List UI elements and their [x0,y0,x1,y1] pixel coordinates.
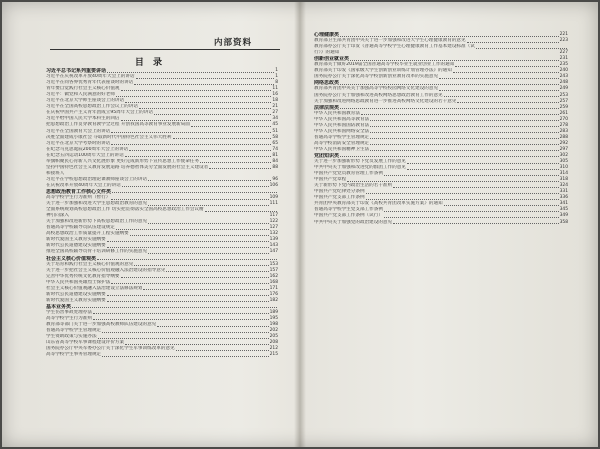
toc-leader-dots [107,72,274,73]
toc-entry-title: 习近平在全国教育大会上的讲话 [46,128,111,134]
toc-entry-title: 社会主义核心价值观融入法治建设立法修法规划 [46,285,143,291]
toc-entry-title: 中共中央关于加强党的政治建设的意见 [314,219,393,225]
toc-entry-title: 新时代爱国主义教育实施纲要 [46,237,106,243]
toc-leader-dots [176,350,269,351]
toc-page-number: 202 [269,328,278,334]
toc-entry-title: 关于进一步加强新形势下党员发展工作的意见 [314,159,406,165]
toc-page-number: 51 [272,128,278,134]
toc-page-number: 106 [269,182,278,188]
toc-leader-dots [384,175,559,176]
book-spread [2,2,598,447]
toc-leader-dots [107,295,269,296]
toc-page-number: 147 [269,249,278,255]
toc-page-number: 270 [559,116,568,122]
toc-page-number: 324 [559,183,568,189]
toc-leader-dots [93,313,269,314]
toc-leader-dots [72,307,277,308]
toc-page-number: 227 [559,50,568,56]
toc-leader-dots [347,181,558,182]
toc-page-number: 358 [559,219,568,225]
toc-title: 目 录 [134,58,166,68]
toc-page-number: 305 [559,159,568,165]
toc-entry-title: 创新创业就业类 [314,56,350,63]
toc-leader-dots [157,326,268,327]
toc-entry-title: 中共中央关于加强和改进党的群团工作的意见 [314,165,406,171]
toc-entry-title: 高等学校学生行为准则（暂行） [46,195,111,201]
toc-leader-dots [125,156,272,157]
toc-leader-dots [361,114,559,115]
toc-entry-title: 关于加强和改进网络思政教育进一步推进高校网络文化建设的若干意见 [314,98,457,104]
toc-entry-title: 在庆祝中国共产主义青年团成立95周年大会上的讲话 [46,110,153,116]
toc-entry-title: 思想政治教育工作核心文件类 [46,188,112,195]
toc-entry-title: 新时代公民道德建设实施纲要 [46,243,106,249]
toc-leader-dots [370,120,558,121]
toc-entry-title: 教育部等部门关于进一步加强高校教师队伍建设的意见 [46,322,157,328]
toc-leader-dots [130,235,269,236]
toc-entry-title: 中国共产党纪律处分条例 [314,189,365,195]
toc-page-number: 162 [269,273,278,279]
toc-leader-dots [116,229,269,230]
toc-page-number: 132 [269,231,278,237]
right-page [302,2,598,447]
toc-entry-title: 中华人民共和国教育法 [314,110,360,116]
toc-leader-dots [205,211,277,212]
toc-entry-title: 关于新形势下党内政治生活的若干准则 [314,183,393,189]
toc-entry-title: 国务院办公厅关于深化高等学校创新创业教育改革的实施意见 [314,74,439,80]
toc-entry-title: 举旗帜聚民心育新人兴文化展形象 更好完成新形势下宣传思想工作使命任务 [46,158,200,164]
toc-list-left [46,68,278,358]
toc-leader-dots [393,223,559,224]
toc-leader-dots [102,332,268,333]
toc-page-number: 336 [559,195,568,201]
toc-entry-title: 中国共产党支部工作条例 [314,195,365,201]
toc-page-number: 1 [275,68,278,74]
toc-page-number: 259 [559,104,568,110]
toc-entry-title: 普通高等学校学生党支部工作条例 [314,207,383,213]
toc-leader-dots [370,144,558,145]
left-page [2,2,298,447]
toc-page-number: 297 [559,146,568,152]
toc-page-number: 345 [559,207,568,213]
toc-page-number: 331 [559,189,568,195]
toc-entry-title: 中国共产党党员教育管理工作条例 [314,171,383,177]
toc-page-number: 292 [559,140,568,146]
toc-page-number: 143 [269,243,278,249]
toc-leader-dots [111,132,271,133]
toc-page-number: 318 [559,177,568,183]
toc-leader-dots [166,271,268,272]
toc-page-number: 243 [559,74,568,80]
toc-entry-title: 高等学校学生行为准则 [46,315,92,321]
toc-leader-dots [407,169,559,170]
toc-leader-dots [366,199,559,200]
toc-page-number: 302 [559,152,568,158]
document-header: 内部资料 [214,38,253,48]
toc-entry-title: 在纪念马克思诞辰200周年大会上的讲话 [46,146,129,152]
toc-entry-title: 学生伤害事故处理办法 [46,309,92,315]
toc-list-right [314,32,568,226]
toc-entry-title: 国务院办公厅关于加强和改进高校网络思想政治教育工作的意见 [314,92,443,98]
toc-leader-dots [476,48,567,49]
toc-leader-dots [148,223,269,224]
toc-page-number: 65 [272,140,278,146]
toc-page-number: 176 [269,291,278,297]
toc-entry-title: 高等学校消防安全管理规定 [314,140,370,146]
toc-entry-title: 习近平总书记系列重要讲话 [46,68,107,75]
toc-page-number: 34 [272,116,278,122]
toc-leader-dots [453,72,559,73]
toc-entry [46,352,278,358]
toc-leader-dots [407,163,559,164]
toc-page-number: 88 [272,164,278,170]
toc-leader-dots [116,96,271,97]
toc-page-number: 74 [272,146,278,152]
toc-leader-dots [370,132,558,133]
toc-page-number: 223 [559,38,568,44]
toc-entry-title: 和接班人 [46,170,65,176]
toc-page-number: 117 [269,213,278,219]
toc-page-number: 81 [272,152,278,158]
toc-page-number: 231 [559,56,568,62]
toc-leader-dots [370,126,558,127]
toc-page-number: 16 [272,92,278,98]
toc-leader-dots [467,42,559,43]
toc-entry-title: 高等学校学生事务管理规定 [46,352,102,358]
toc-entry-title: 教育部办公厅关于印发《普通高等学校学生心理健康教育工作基本建设标准（试 [314,44,475,50]
toc-page-number: 96 [272,176,278,182]
header-rule [50,49,280,50]
toc-entry-title: 中国共产党支部工作条例（试行） [314,213,383,219]
toc-page-number: 139 [269,237,278,243]
toc-leader-dots [98,338,269,339]
toc-leader-dots [111,283,268,284]
toc-leader-dots [370,138,558,139]
toc-page-number: 288 [559,134,568,140]
toc-leader-dots [121,90,272,91]
toc-leader-dots [457,102,558,103]
toc-entry-title: 普通高等学校学生管理规定 [46,328,102,334]
toc-entry-title: 中华人民共和国国防教育法 [314,122,370,128]
toc-entry-title: 习近平给中国人民大学本科生的回信 [46,116,120,122]
toc-entry-title: 关于进一步加强和改进大学生思想政治教育的意见 [46,201,148,207]
toc-entry-title: 教育部卫生部共青团中央关于进一步加强和改进大学生心理健康教育的意见 [314,38,466,44]
toc-entry-title: 在纪念五四运动100周年大会上的讲话 [46,152,124,158]
toc-page-number: 205 [269,334,278,340]
toc-entry-title: 关于培育和践行社会主义核心价值观的意见 [46,261,134,267]
toc-entry-title: 完善中华优秀传统文化教育指导纲要 [46,273,120,279]
toc-leader-dots [340,84,559,85]
toc-page-number: 168 [269,279,278,285]
toc-leader-dots [148,253,269,254]
toc-leader-dots [134,265,268,266]
toc-leader-dots [444,205,559,206]
toc-entry [314,219,568,225]
toc-leader-dots [111,199,268,200]
toc-entry-title: 决胜全面建成小康社会 夺取新时代中国特色社会主义伟大胜利 [46,134,172,140]
toc-leader-dots [129,150,271,151]
toc-entry-title: 全面系统规划高校思想政治工作 切实把贯彻落实全国高校思想政治工作会议精 [46,207,204,213]
toc-entry-title: 普通高等学校学生管理规定 [314,134,370,140]
toc-page-number: 221 [559,32,568,38]
toc-entry-title: 行）》的通知 [314,50,340,56]
toc-entry-title: 中华人民共和国英雄烈士保护法 [46,279,111,285]
toc-page-number: 257 [559,98,568,104]
toc-entry-title: 心理健康类 [314,32,340,39]
toc-entry-title: 基本业务类 [46,303,72,310]
toc-entry-title: 习近平在庆祝改革开放40周年大会上的讲话 [46,74,135,80]
toc-entry-title: 山东省高等学校军事课程建设评价方案 [46,340,125,346]
toc-entry-title: 在庆祝改革开放40周年大会上的讲话 [46,182,121,188]
toc-leader-dots [125,344,269,345]
toc-leader-dots [102,356,268,357]
toc-leader-dots [111,144,271,145]
toc-entry-title: 新时代公民道德建设实施纲要 [46,291,106,297]
toc-page-number: 58 [272,134,278,140]
toc-leader-dots [366,193,559,194]
toc-page-number: 310 [559,165,568,171]
toc-entry-title: 习近平在学校思想政治理论课教师座谈会上的讲话 [46,176,148,182]
toc-entry-title: 神引向深入 [46,213,69,219]
toc-page-number: 189 [269,309,278,315]
toc-entry-title: 中国共产党章程 [314,177,347,183]
toc-page-number: 314 [559,171,568,177]
toc-page-number: 8 [275,80,278,86]
toc-leader-dots [136,78,275,79]
toc-page-number: 283 [559,128,568,134]
toc-page-number: 111 [269,201,278,207]
toc-leader-dots [340,108,559,109]
toc-leader-dots [93,319,269,320]
toc-entry-title: 中华人民共和国高等教育法 [314,116,370,122]
toc-page-number: 240 [559,68,568,74]
toc-page-number: 349 [559,213,568,219]
toc-leader-dots [134,84,274,85]
toc-entry-title: 法律法规类 [314,104,340,111]
toc-leader-dots [384,217,559,218]
toc-entry-title: 网络思政类 [314,80,340,87]
toc-leader-dots [340,156,559,157]
toc-entry-title: 新时代爱国主义教育实施纲要 [46,297,106,303]
toc-entry-title: 中华人民共和国网络安全法 [314,128,370,134]
toc-entry-title: 推进全国高校辅导员骨干培训研修工作的实施意见 [46,249,148,255]
toc-entry-title: 中华人民共和国精神卫生法 [314,146,370,152]
toc-page-number: 157 [269,267,278,273]
toc-page-number: 153 [269,261,278,267]
toc-page-number: 261 [559,110,568,116]
toc-entry-title: 教育部共青团中央关于加强高等学校校园网络文化建设的意见 [314,86,439,92]
toc-leader-dots [209,168,271,169]
toc-leader-dots [148,180,271,181]
toc-entry-title: 关于加强和改进新形势下高校思想政治工作的意见 [46,219,148,225]
toc-page-number: 21 [272,104,278,110]
toc-entry-title: 教育部关于印发《国家级大学生创新创业训练计划管理办法》的通知 [314,68,452,74]
toc-page-number: 109 [269,195,278,201]
toc-page-number: 341 [559,201,568,207]
toc-leader-dots [125,102,271,103]
toc-leader-dots [393,187,559,188]
toc-entry-title: 习近平在北京大学考察时的讲话 [46,140,111,146]
toc-page-number: 127 [269,225,278,231]
toc-entry-title: 学生资助政策与实施办法 [46,334,97,340]
toc-page-number: 195 [269,315,278,321]
toc-entry-title: 共青团中央教育部关于印发《高校共青团改革实施方案》的通知 [314,201,443,207]
toc-entry-title: 党团知识类 [314,152,340,159]
toc-leader-dots [370,150,558,151]
toc-entry-title: 国务院办公厅中央军委办公厅关于深化学生军事训练改革的意见 [46,346,175,352]
toc-page-number: 84 [272,158,278,164]
toc-leader-dots [191,126,272,127]
toc-page-number: 122 [269,219,278,225]
toc-leader-dots [139,108,272,109]
toc-leader-dots [173,138,272,139]
toc-leader-dots [122,186,269,187]
toc-entry-title: 高校思想政治工作质量提升工程实施纲要 [46,231,129,237]
toc-page-number: 1 [275,74,278,80]
toc-page-number: 45 [272,122,278,128]
toc-leader-dots [350,60,559,61]
toc-entry-title: 习近平在全国高校思想政治工作会议上的讲话 [46,104,138,110]
toc-entry-title: 习近平：做党和人民满意的好老师 [46,92,115,98]
toc-entry-title: 坚持中国特色社会主义教育发展道路 培养德智体美劳全面发展的社会主义建设者 [46,164,209,170]
toc-leader-dots [455,66,558,67]
toc-page-number: 182 [269,297,278,303]
toc-leader-dots [384,211,559,212]
toc-page-number: 198 [269,322,278,328]
toc-leader-dots [121,120,272,121]
toc-entry-title: 习近平在北京大学师生座谈会上的讲话 [46,98,125,104]
toc-page-number: 249 [559,86,568,92]
toc-leader-dots [340,36,559,37]
toc-page-number: 208 [269,340,278,346]
toc-leader-dots [112,192,277,193]
toc-leader-dots [439,90,559,91]
toc-page-number: 215 [269,352,278,358]
toc-page-number: 212 [269,346,278,352]
toc-entry-title: 把思想政治工作贯穿教育教学全过程 开创我国高等教育事业发展新局面 [46,122,190,128]
toc-entry-title: 习近平在同各界优秀青年代表座谈时的讲话 [46,80,134,86]
toc-leader-dots [107,241,269,242]
toc-entry-title: 教育部关于做好2019届全国普通高等学校毕业生就业创业工作的通知 [314,62,455,68]
toc-leader-dots [97,259,277,260]
toc-leader-dots [143,289,268,290]
toc-entry-title: 青年要自觉践行社会主义核心价值观 [46,86,120,92]
toc-entry-title: 普通高等学校辅导员队伍建设规定 [46,225,115,231]
toc-leader-dots [148,205,269,206]
toc-entry-title: 社会主义核心价值观类 [46,255,97,262]
toc-page-number: 235 [559,62,568,68]
toc-page-number: 171 [269,285,278,291]
toc-page-number: 11 [272,86,278,92]
toc-page-number: 27 [272,110,278,116]
toc-leader-dots [107,301,269,302]
toc-page-number: 278 [559,122,568,128]
toc-page-number: 248 [559,80,568,86]
toc-page-number: 18 [272,98,278,104]
toc-page-number: 253 [559,92,568,98]
toc-leader-dots [154,114,271,115]
toc-leader-dots [121,277,269,278]
toc-entry-title: 关于进一步把社会主义核心价值观融入法治建设的指导意见 [46,267,166,273]
toc-leader-dots [444,96,559,97]
toc-leader-dots [439,78,559,79]
toc-leader-dots [200,162,271,163]
toc-leader-dots [107,247,269,248]
